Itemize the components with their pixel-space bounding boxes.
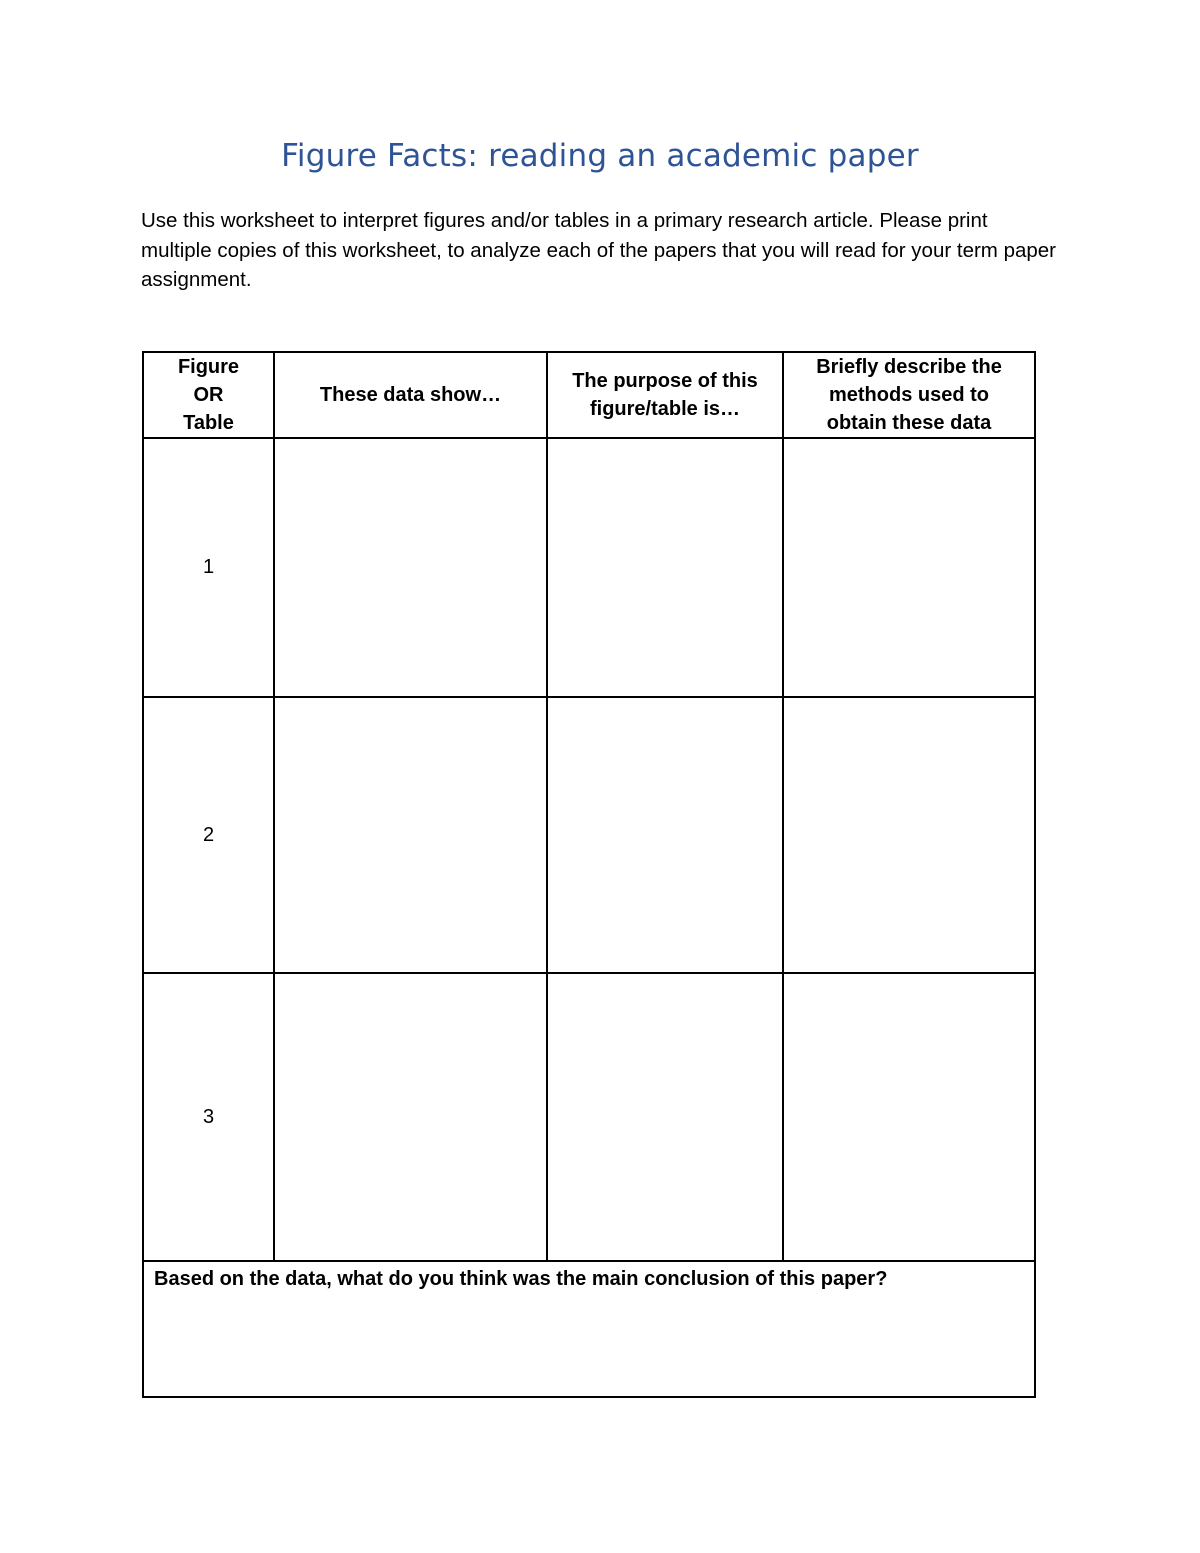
conclusion-row bbox=[143, 1261, 1035, 1397]
purpose-cell-3[interactable] bbox=[547, 973, 783, 1261]
conclusion-cell[interactable] bbox=[143, 1261, 1035, 1397]
methods-cell-1[interactable] bbox=[783, 438, 1035, 697]
table-row bbox=[143, 973, 1035, 1261]
header-data-show-label: These data show… bbox=[319, 384, 502, 406]
header-figure-or-table bbox=[143, 352, 274, 438]
header-purpose-line1: The purpose of this bbox=[572, 370, 758, 392]
header-data-show bbox=[274, 352, 547, 438]
header-methods bbox=[783, 352, 1035, 438]
header-figure-line2: OR bbox=[193, 384, 224, 406]
conclusion-prompt: Based on the data, what do you think was the main conclusion of this paper? bbox=[154, 1268, 888, 1290]
header-figure-line1: Figure bbox=[177, 356, 240, 378]
table-row bbox=[143, 697, 1035, 973]
row-label-1: 1 bbox=[143, 438, 274, 697]
header-methods-line1: Briefly describe the bbox=[816, 356, 1002, 378]
data-show-cell-3[interactable] bbox=[274, 973, 547, 1261]
row-label-2: 2 bbox=[143, 697, 274, 973]
methods-cell-3[interactable] bbox=[783, 973, 1035, 1261]
header-methods-line2: methods used to bbox=[828, 384, 989, 406]
header-figure-line3: Table bbox=[183, 412, 234, 434]
header-purpose bbox=[547, 352, 783, 438]
table-row bbox=[143, 438, 1035, 697]
intro-paragraph: Use this worksheet to interpret figures and/or tables in a primary research article. Please print multiple copies of this worksheet, to analyze each of the papers that you will read for your term paper assignment. bbox=[141, 209, 1057, 291]
purpose-cell-1[interactable] bbox=[547, 438, 783, 697]
purpose-cell-2[interactable] bbox=[547, 697, 783, 973]
row-label-3: 3 bbox=[143, 973, 274, 1261]
header-purpose-line2: figure/table is… bbox=[589, 398, 741, 420]
header-methods-line3: obtain these data bbox=[826, 412, 992, 434]
header-row bbox=[143, 352, 1035, 438]
data-show-cell-1[interactable] bbox=[274, 438, 547, 697]
worksheet-table bbox=[142, 351, 1036, 1398]
page-title: Figure Facts: reading an academic paper bbox=[281, 138, 919, 174]
methods-cell-2[interactable] bbox=[783, 697, 1035, 973]
data-show-cell-2[interactable] bbox=[274, 697, 547, 973]
